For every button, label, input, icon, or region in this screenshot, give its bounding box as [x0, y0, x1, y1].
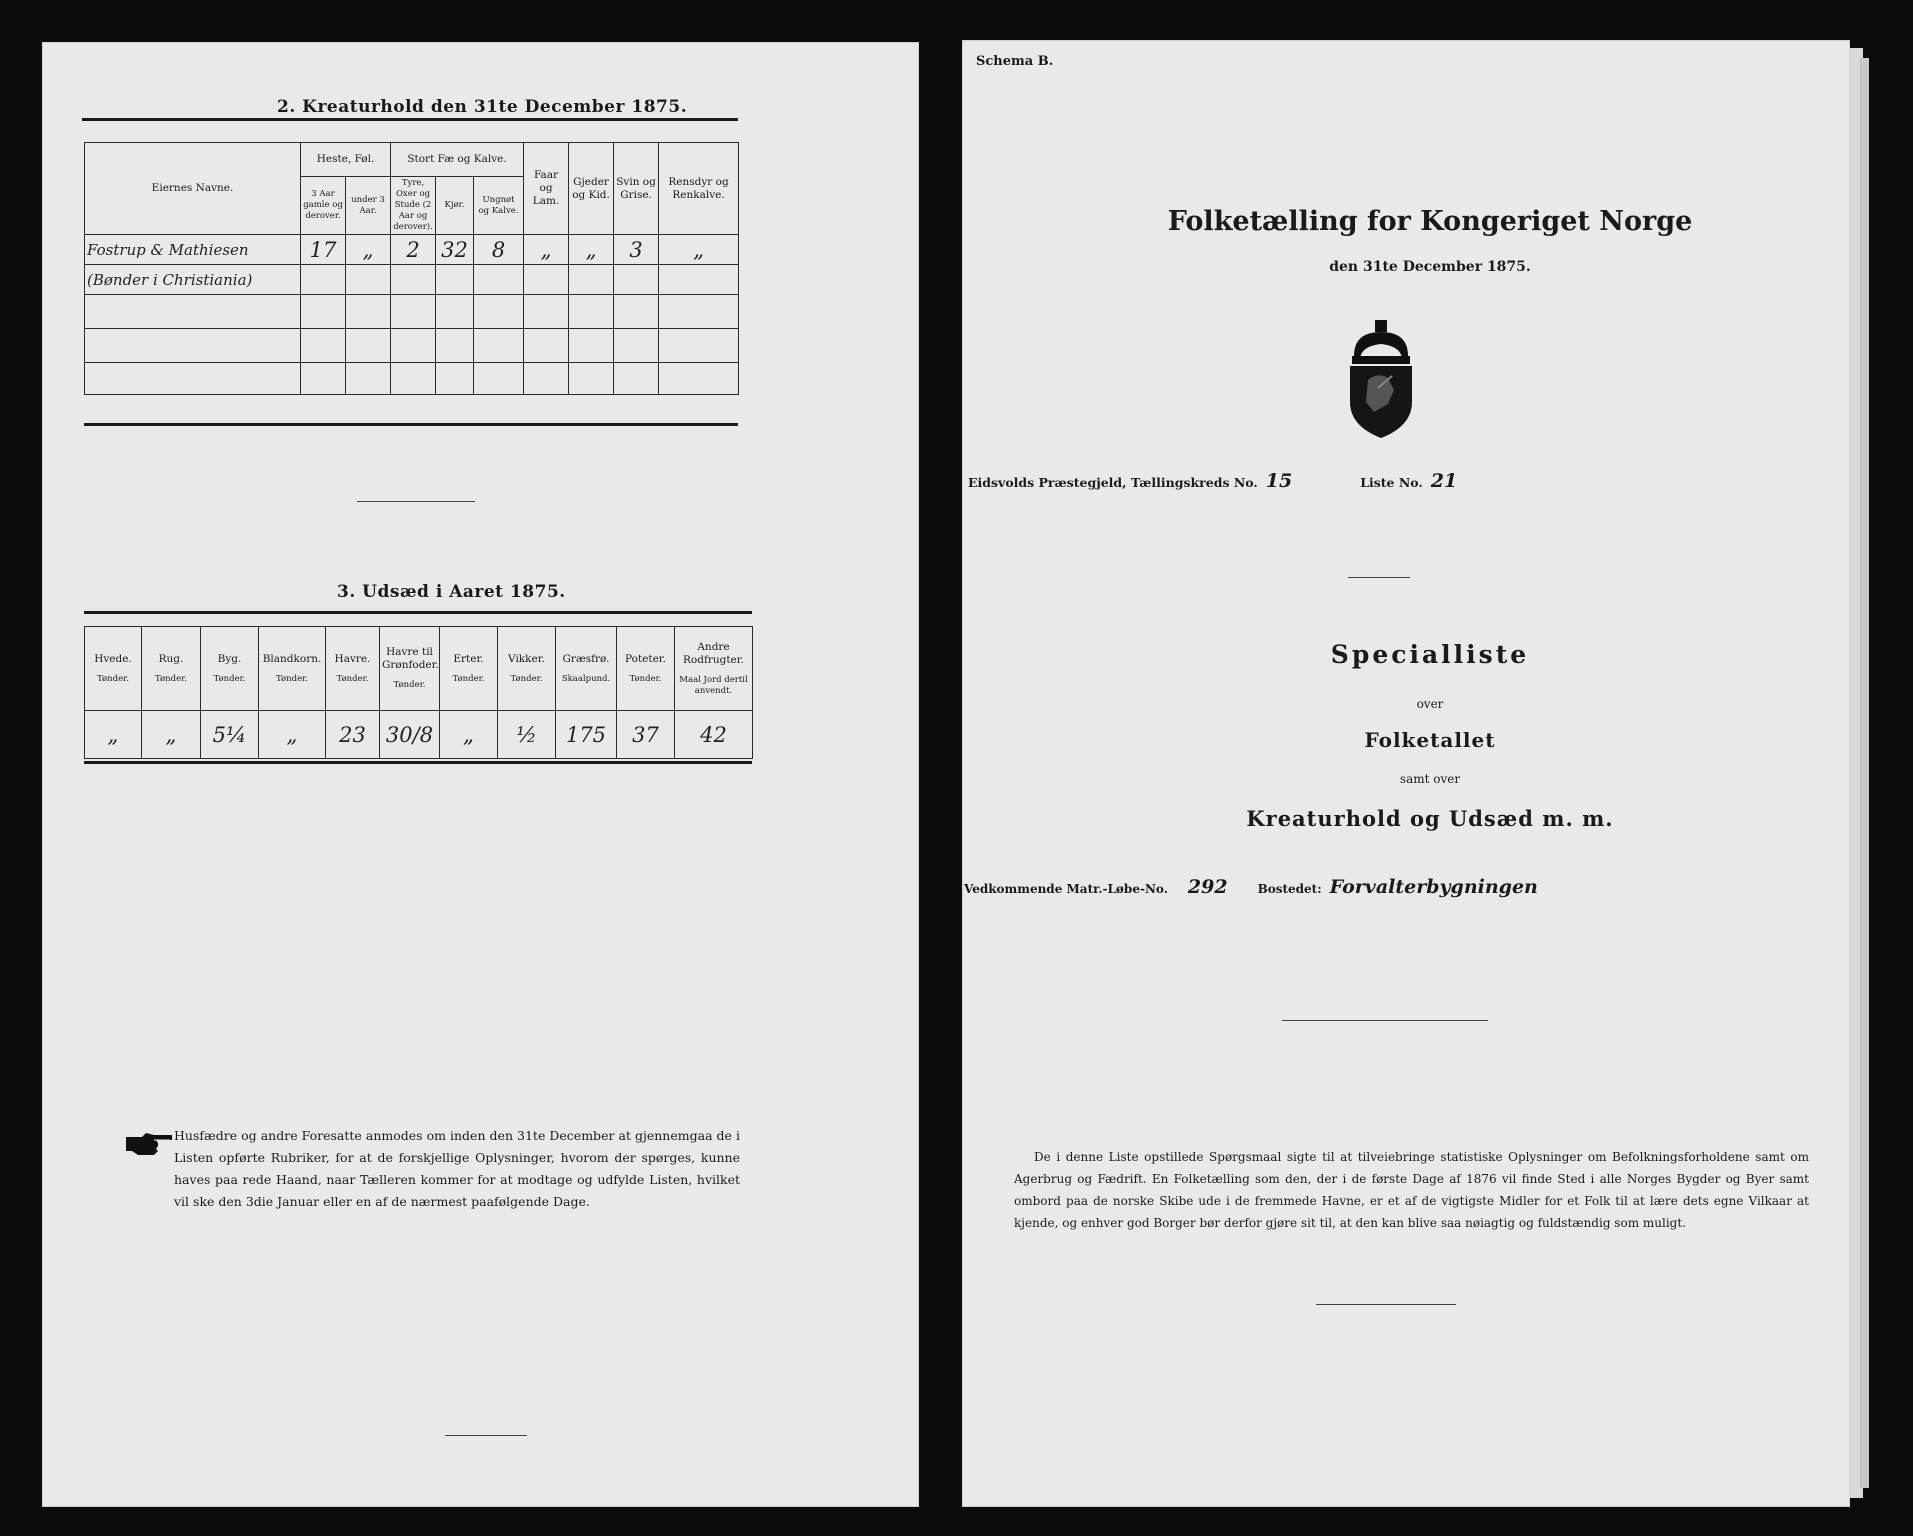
sowing-col-header — [326, 627, 380, 711]
sowing-col-unit: Tønder. — [276, 673, 308, 684]
sowing-col-unit: Tønder. — [155, 673, 187, 684]
sowing-col-name: Græsfrø. — [562, 652, 610, 665]
cell-tyre-oxer: 2 — [391, 235, 436, 265]
table-row — [85, 295, 739, 329]
sowing-col-unit: Tønder. — [629, 673, 662, 684]
sowing-col-name: Byg. — [217, 652, 242, 665]
sowing-value-cell: 37 — [617, 711, 675, 759]
schema-label: Schema B. — [976, 54, 1054, 69]
census-title: Folketælling for Kongeriget Norge — [1167, 206, 1693, 237]
col-ungnot: Ungnøt og Kalve. — [474, 177, 524, 235]
section3-top-rule — [84, 611, 752, 614]
census-date: den 31te December 1875. — [1329, 259, 1531, 275]
divider — [1316, 1304, 1456, 1305]
owner-location: (Bønder i Christiania) — [85, 265, 301, 295]
property-line — [964, 876, 1844, 898]
sowing-col-name: Havre til Grønfoder. — [382, 646, 439, 671]
sowing-col-header — [617, 627, 675, 711]
sowing-col-name: Blandkorn. — [262, 652, 322, 665]
col-faar: Faar og Lam. — [524, 143, 569, 235]
col-svin: Svin og Grise. — [614, 143, 659, 235]
sowing-value-cell: „ — [440, 711, 498, 759]
divider — [357, 501, 475, 502]
sowing-col-header — [259, 627, 326, 711]
bostedet-value: Forvalterbygningen — [1329, 876, 1538, 898]
sowing-col-unit: Tønder. — [213, 673, 246, 684]
section3-bottom-rule — [84, 761, 752, 764]
section3-title: 3. Udsæd i Aaret 1875. — [337, 582, 566, 602]
sowing-col-unit: Tønder. — [336, 673, 369, 684]
samt-over-text: samt over — [1399, 772, 1461, 786]
divider — [1282, 1020, 1488, 1021]
sowing-value-cell: „ — [85, 711, 142, 759]
section2-title: 2. Kreaturhold den 31te December 1875. — [277, 97, 688, 117]
cell-rensdyr: „ — [659, 235, 739, 265]
sowing-col-header — [85, 627, 142, 711]
right-page — [962, 40, 1850, 1507]
table-row — [85, 363, 739, 395]
table-row — [85, 265, 739, 295]
sowing-col-header — [675, 627, 753, 711]
kreaturhold-title: Kreaturhold og Udsæd m. m. — [1246, 806, 1614, 831]
sowing-value-cell: 30/8 — [380, 711, 440, 759]
group-heste: Heste, Føl. — [301, 143, 391, 177]
sowing-value-cell: ½ — [498, 711, 556, 759]
instructions-notice: Husfædre og andre Foresatte anmodes om inden den 31te December at gjennemgaa de i Listen opførte Rubriker, for at de forskjellige Oplysninger, hvorom der spørges, kunne haves paa rede Haand, naar Tælleren kommer for at modtage og udfylde Listen, hvilket vil ske den 3die Januar eller en af de nærmest paafølgende Dage. — [174, 1128, 740, 1209]
matr-number: 292 — [1187, 876, 1228, 898]
col-tyre-oxer: Tyre, Oxer og Stude (2 Aar og derover). — [391, 177, 436, 235]
list-number: 21 — [1430, 470, 1458, 492]
table-row — [85, 329, 739, 363]
cell-heste-under3: „ — [346, 235, 391, 265]
purpose-paragraph: De i denne Liste opstillede Spørgsmaal sigte til at tilveiebringe statistiske Oplysninger om Befolkningsforholdene samt om Agerbrug og Fædrift. En Folketælling som den, der i de første Dage af 1876 vil finde Sted i alle Norges Bygder og Byer samt ombord paa de norske Skibe ude i de fremmede Havne, er et af de vigtigste Midler for et Folk til at lære dets egne Vilkaar at kjende, og enhver god Borger bør derfor gjøre sit til, at den kan blive saa nøiagtig og fuldstændig som muligt. — [1014, 1150, 1809, 1230]
sowing-col-header — [201, 627, 259, 711]
district-line — [968, 470, 1838, 492]
livestock-table — [84, 142, 739, 395]
sowing-col-name: Vikker. — [508, 652, 545, 665]
cell-heste-3aar: 17 — [301, 235, 346, 265]
left-page — [42, 42, 919, 1507]
sowing-col-header — [498, 627, 556, 711]
sowing-value-cell: 5¼ — [201, 711, 259, 759]
cell-kjor: 32 — [436, 235, 474, 265]
sowing-col-name: Havre. — [334, 652, 371, 665]
section2-top-rule — [82, 118, 738, 121]
list-label: Liste No. — [1360, 475, 1423, 490]
sowing-col-name: Poteter. — [624, 652, 667, 665]
sowing-col-unit: Maal Jord dertil anvendt. — [679, 674, 748, 696]
sowing-col-unit: Tønder. — [97, 673, 129, 684]
bostedet-label: Bostedet: — [1257, 882, 1322, 896]
specialliste-title: Specialliste — [1330, 640, 1530, 669]
sowing-value-cell: 42 — [675, 711, 753, 759]
cell-gjeder: „ — [569, 235, 614, 265]
coat-of-arms-icon — [1344, 318, 1418, 440]
group-stort-fae: Stort Fæ og Kalve. — [391, 143, 524, 177]
sowing-col-name: Andre Rodfrugter. — [683, 640, 744, 666]
sowing-col-unit: Tønder. — [510, 673, 543, 684]
divider — [445, 1435, 527, 1436]
district-label: Eidsvolds Præstegjeld, Tællingskreds No. — [968, 475, 1258, 490]
sowing-col-name: Hvede. — [94, 652, 132, 665]
sowing-col-header — [380, 627, 440, 711]
sowing-col-name: Rug. — [158, 652, 184, 665]
sowing-col-unit: Skaalpund. — [561, 673, 611, 684]
sowing-value-cell: 23 — [326, 711, 380, 759]
col-heste-under3: under 3 Aar. — [346, 177, 391, 235]
col-owner: Eiernes Navne. — [85, 143, 301, 235]
sowing-col-name: Erter. — [453, 652, 484, 665]
divider — [1348, 577, 1410, 578]
cell-svin: 3 — [614, 235, 659, 265]
cell-ungnot: 8 — [474, 235, 524, 265]
matr-label: Vedkommende Matr.-Løbe-No. — [964, 882, 1168, 896]
page-stack-edge — [1860, 58, 1869, 1488]
col-rensdyr: Rensdyr og Renkalve. — [659, 143, 739, 235]
table-row — [85, 711, 753, 759]
folketallet-text: Folketallet — [1364, 728, 1496, 752]
sowing-col-header — [556, 627, 617, 711]
sowing-value-cell: „ — [259, 711, 326, 759]
pointing-hand-icon — [124, 1131, 174, 1157]
sowing-col-unit: Tønder. — [393, 680, 426, 690]
sowing-col-header — [142, 627, 201, 711]
table-row — [85, 235, 739, 265]
col-kjor: Kjør. — [436, 177, 474, 235]
sowing-col-unit: Tønder. — [452, 673, 485, 684]
col-gjeder: Gjeder og Kid. — [569, 143, 614, 235]
sowing-value-cell: 175 — [556, 711, 617, 759]
section2-bottom-rule — [84, 423, 738, 426]
owner-name: Fostrup & Mathiesen — [85, 235, 301, 265]
district-number: 15 — [1265, 470, 1293, 492]
cell-faar: „ — [524, 235, 569, 265]
sowing-table — [84, 626, 753, 759]
over-text: over — [1416, 697, 1444, 711]
sowing-value-cell: „ — [142, 711, 201, 759]
sowing-col-header — [440, 627, 498, 711]
col-heste-3aar: 3 Aar gamle og derover. — [301, 177, 346, 235]
